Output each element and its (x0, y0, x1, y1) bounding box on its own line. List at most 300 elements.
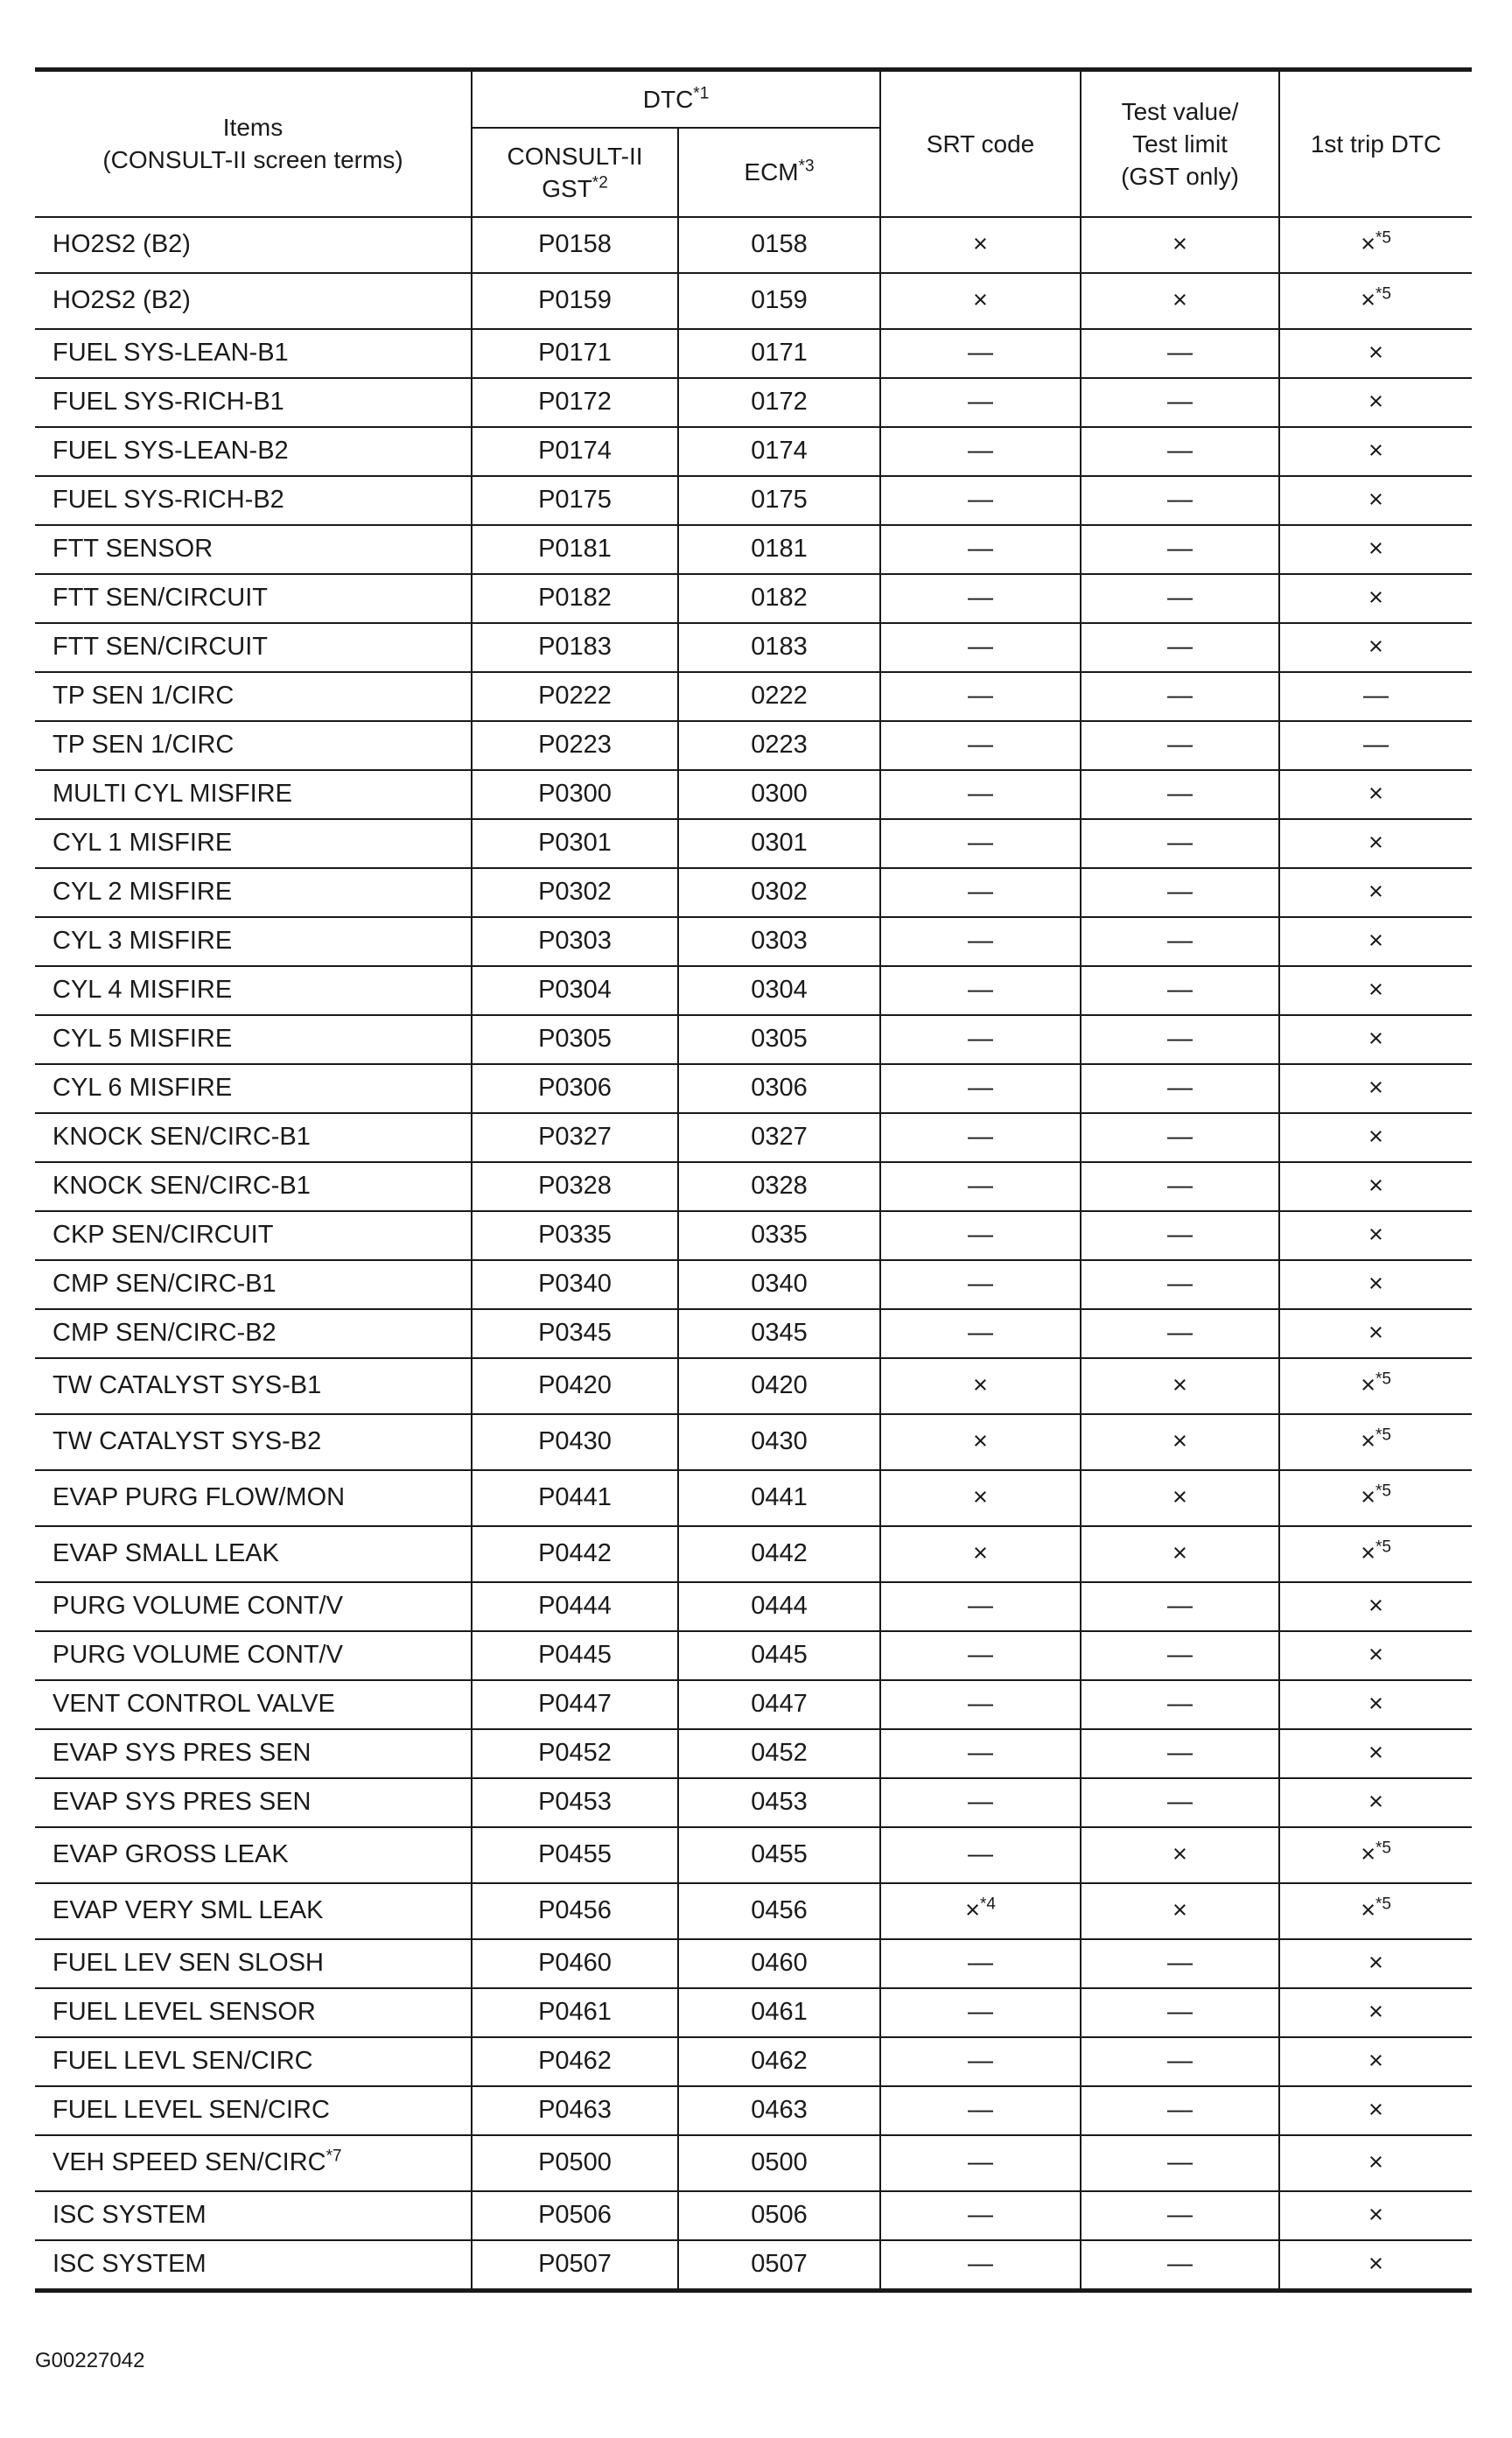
srt-cell-value: — (968, 829, 994, 857)
test-value-cell-value: × (1172, 1840, 1187, 1868)
dtc-table (35, 67, 1472, 2293)
test-value-cell (1081, 672, 1279, 721)
first-trip-cell (1279, 1729, 1472, 1778)
header-consult-gst (472, 128, 678, 217)
test-value-cell (1081, 1470, 1279, 1526)
ecm-code-cell-value: 0222 (751, 682, 808, 710)
item-cell-value: CYL 5 MISFIRE (52, 1025, 233, 1053)
ecm-code-cell (678, 1827, 880, 1883)
srt-cell (880, 1470, 1081, 1526)
test-value-cell (1081, 2191, 1279, 2240)
first-trip-cell (1279, 623, 1472, 672)
ecm-code-cell-value: 0506 (751, 2201, 808, 2229)
srt-cell-value: — (968, 2148, 994, 2176)
srt-cell (880, 1582, 1081, 1631)
gst-code-cell-value: P0172 (538, 388, 612, 416)
gst-code-cell (472, 1470, 678, 1526)
srt-cell (880, 1778, 1081, 1827)
gst-code-cell-value: P0302 (538, 878, 612, 906)
test-value-cell (1081, 273, 1279, 329)
first-trip-cell (1279, 1827, 1472, 1883)
test-value-cell (1081, 2086, 1279, 2135)
gst-code-cell (472, 1414, 678, 1470)
srt-cell (880, 819, 1081, 868)
gst-code-cell (472, 273, 678, 329)
first-trip-cell (1279, 1162, 1472, 1211)
ecm-code-cell (678, 1778, 880, 1827)
first-trip-cell (1279, 1015, 1472, 1064)
first-trip-cell-value: × (1361, 1896, 1376, 1924)
gst-code-cell (472, 1064, 678, 1113)
gst-code-cell-value: P0506 (538, 2201, 612, 2229)
first-trip-cell (1279, 1939, 1472, 1988)
test-value-cell-value: — (1167, 2148, 1194, 2176)
ecm-code-cell (678, 966, 880, 1015)
first-trip-cell-value: × (1368, 633, 1383, 661)
first-trip-cell (1279, 770, 1472, 819)
item-cell-value: CYL 6 MISFIRE (52, 1074, 233, 1102)
first-trip-cell-value: × (1368, 1592, 1383, 1620)
item-cell (35, 1939, 472, 1988)
srt-cell-value: — (968, 1840, 994, 1868)
gst-code-cell (472, 1162, 678, 1211)
test-value-cell (1081, 1526, 1279, 1582)
ecm-code-cell-value: 0500 (751, 2148, 808, 2176)
first-trip-cell-value: × (1361, 230, 1376, 258)
test-value-cell (1081, 1883, 1279, 1939)
item-cell (35, 2135, 472, 2191)
table-header (35, 70, 1472, 217)
table-row (35, 2135, 1472, 2191)
gst-code-cell (472, 1582, 678, 1631)
test-value-cell-value: — (1167, 633, 1194, 661)
gst-code-cell (472, 329, 678, 378)
srt-cell (880, 1162, 1081, 1211)
srt-cell-note: *4 (980, 1895, 996, 1914)
test-value-cell (1081, 2037, 1279, 2086)
first-trip-cell (1279, 1470, 1472, 1526)
test-value-cell-value: — (1167, 2047, 1194, 2075)
srt-cell-value: — (968, 1998, 994, 2026)
test-value-cell-value: × (1172, 230, 1187, 258)
ecm-code-cell-value: 0183 (751, 633, 808, 661)
test-value-cell (1081, 2135, 1279, 2191)
gst-code-cell-value: P0442 (538, 1539, 612, 1567)
item-cell (35, 2191, 472, 2240)
item-cell (35, 1883, 472, 1939)
srt-cell-value: — (968, 1641, 994, 1669)
header-test-value (1081, 70, 1279, 217)
table-row (35, 1526, 1472, 1582)
first-trip-cell (1279, 1582, 1472, 1631)
gst-code-cell-value: P0345 (538, 1319, 612, 1347)
table-row (35, 1827, 1472, 1883)
ecm-code-cell-value: 0305 (751, 1025, 808, 1053)
item-cell (35, 1113, 472, 1162)
srt-cell-value: × (973, 1483, 988, 1511)
header-ecm (678, 128, 880, 217)
header-test-line1: Test value/ (1121, 97, 1239, 125)
gst-code-cell-value: P0328 (538, 1172, 612, 1200)
srt-cell-value: — (968, 1739, 994, 1767)
test-value-cell-value: — (1167, 878, 1194, 906)
gst-code-cell-value: P0420 (538, 1371, 612, 1399)
test-value-cell-value: — (1167, 1739, 1194, 1767)
first-trip-cell (1279, 868, 1472, 917)
item-cell (35, 917, 472, 966)
first-trip-cell-value: × (1361, 1371, 1376, 1399)
ecm-code-cell (678, 672, 880, 721)
test-value-cell (1081, 1729, 1279, 1778)
item-cell (35, 1582, 472, 1631)
ecm-code-cell-value: 0302 (751, 878, 808, 906)
first-trip-cell (1279, 1883, 1472, 1939)
test-value-cell-value: — (1167, 486, 1194, 514)
first-trip-cell-note: *5 (1376, 1895, 1391, 1914)
gst-code-cell (472, 1309, 678, 1358)
ecm-code-cell (678, 1988, 880, 2037)
header-ecm-label: ECM (744, 158, 799, 186)
item-cell-value: TP SEN 1/CIRC (52, 682, 234, 710)
item-cell-value: KNOCK SEN/CIRC-B1 (52, 1172, 311, 1200)
ecm-code-cell-value: 0453 (751, 1788, 808, 1816)
first-trip-cell (1279, 2191, 1472, 2240)
gst-code-cell (472, 819, 678, 868)
srt-cell (880, 273, 1081, 329)
first-trip-cell-value: × (1368, 878, 1383, 906)
item-cell-value: VENT CONTROL VALVE (52, 1690, 335, 1718)
ecm-code-cell (678, 1582, 880, 1631)
table-row (35, 476, 1472, 525)
ecm-code-cell (678, 1260, 880, 1309)
ecm-code-cell-value: 0174 (751, 437, 808, 465)
srt-cell (880, 1729, 1081, 1778)
srt-cell-value: — (968, 1172, 994, 1200)
gst-code-cell-value: P0463 (538, 2096, 612, 2124)
first-trip-cell-value: × (1368, 927, 1383, 955)
ecm-code-cell-value: 0306 (751, 1074, 808, 1102)
item-cell-value: ISC SYSTEM (52, 2250, 206, 2278)
table-body (35, 217, 1472, 2291)
first-trip-cell-value: × (1368, 1221, 1383, 1249)
item-cell-value: MULTI CYL MISFIRE (52, 780, 292, 808)
first-trip-cell (1279, 2086, 1472, 2135)
srt-cell-value: × (973, 230, 988, 258)
header-items-line1: Items (222, 114, 284, 142)
test-value-cell-value: — (1167, 1592, 1194, 1620)
gst-code-cell-value: P0452 (538, 1739, 612, 1767)
test-value-cell-value: — (1167, 927, 1194, 955)
ecm-code-cell (678, 1729, 880, 1778)
first-trip-cell-value: × (1368, 1074, 1383, 1102)
test-value-cell-value: — (1167, 1172, 1194, 1200)
srt-cell-value: × (973, 1371, 988, 1399)
first-trip-cell-value: × (1368, 829, 1383, 857)
first-trip-cell-value: × (1368, 2096, 1383, 2124)
gst-code-cell-value: P0305 (538, 1025, 612, 1053)
srt-cell (880, 2135, 1081, 2191)
first-trip-cell-value: × (1368, 437, 1383, 465)
ecm-code-cell-value: 0345 (751, 1319, 808, 1347)
ecm-code-cell (678, 917, 880, 966)
item-cell (35, 427, 472, 476)
first-trip-cell (1279, 672, 1472, 721)
ecm-code-cell-value: 0159 (751, 286, 808, 314)
table-row (35, 378, 1472, 427)
srt-cell-value: — (968, 2201, 994, 2229)
srt-cell-value: — (968, 878, 994, 906)
srt-cell (880, 427, 1081, 476)
gst-code-cell-value: P0453 (538, 1788, 612, 1816)
item-cell (35, 476, 472, 525)
ecm-code-cell-value: 0181 (751, 535, 808, 563)
test-value-cell (1081, 1113, 1279, 1162)
header-test-line2: Test limit (1132, 130, 1228, 158)
first-trip-cell (1279, 1113, 1472, 1162)
table-row (35, 1162, 1472, 1211)
first-trip-cell-value: × (1361, 1427, 1376, 1455)
first-trip-cell-note: *5 (1376, 1538, 1391, 1557)
header-dtc-note: *1 (693, 84, 710, 103)
test-value-cell-value: — (1167, 1641, 1194, 1669)
gst-code-cell (472, 1680, 678, 1729)
gst-code-cell (472, 770, 678, 819)
first-trip-cell (1279, 329, 1472, 378)
gst-code-cell (472, 2240, 678, 2291)
item-cell-value: KNOCK SEN/CIRC-B1 (52, 1123, 311, 1151)
test-value-cell (1081, 770, 1279, 819)
ecm-code-cell-value: 0441 (751, 1483, 808, 1511)
first-trip-cell-value: × (1368, 976, 1383, 1004)
table-row (35, 1883, 1472, 1939)
table-row (35, 273, 1472, 329)
first-trip-cell-value: × (1368, 1949, 1383, 1977)
ecm-code-cell (678, 217, 880, 273)
item-cell-value: CMP SEN/CIRC-B1 (52, 1270, 276, 1298)
item-cell (35, 770, 472, 819)
item-cell (35, 2240, 472, 2291)
test-value-cell-value: × (1172, 1539, 1187, 1567)
ecm-code-cell (678, 1211, 880, 1260)
item-cell-note: *7 (326, 2147, 342, 2166)
ecm-code-cell (678, 378, 880, 427)
test-value-cell-value: — (1167, 437, 1194, 465)
gst-code-cell-value: P0303 (538, 927, 612, 955)
srt-cell (880, 966, 1081, 1015)
gst-code-cell (472, 525, 678, 574)
item-cell-value: VEH SPEED SEN/CIRC (52, 2148, 326, 2176)
item-cell (35, 1162, 472, 1211)
gst-code-cell (472, 1778, 678, 1827)
first-trip-cell-value: × (1368, 1998, 1383, 2026)
ecm-code-cell-value: 0463 (751, 2096, 808, 2124)
srt-cell (880, 1211, 1081, 1260)
gst-code-cell (472, 1211, 678, 1260)
table-row (35, 1470, 1472, 1526)
first-trip-cell-value: × (1361, 1539, 1376, 1567)
srt-cell-value: — (968, 1690, 994, 1718)
test-value-cell (1081, 1414, 1279, 1470)
ecm-code-cell (678, 1113, 880, 1162)
item-cell-value: CYL 4 MISFIRE (52, 976, 233, 1004)
table-row (35, 672, 1472, 721)
item-cell (35, 623, 472, 672)
ecm-code-cell (678, 2135, 880, 2191)
item-cell (35, 721, 472, 770)
gst-code-cell (472, 868, 678, 917)
test-value-cell-value: × (1172, 1896, 1187, 1924)
item-cell-value: FUEL SYS-RICH-B2 (52, 486, 284, 514)
first-trip-cell-note: *5 (1376, 1839, 1391, 1858)
gst-code-cell-value: P0304 (538, 976, 612, 1004)
item-cell-value: TW CATALYST SYS-B1 (52, 1371, 322, 1399)
srt-cell-value: — (968, 1319, 994, 1347)
srt-cell-value: — (968, 682, 994, 710)
test-value-cell-value: — (1167, 388, 1194, 416)
gst-code-cell-value: P0441 (538, 1483, 612, 1511)
gst-code-cell-value: P0461 (538, 1998, 612, 2026)
ecm-code-cell-value: 0335 (751, 1221, 808, 1249)
test-value-cell-value: — (1167, 976, 1194, 1004)
first-trip-cell (1279, 1260, 1472, 1309)
test-value-cell-value: — (1167, 584, 1194, 612)
srt-cell (880, 1414, 1081, 1470)
gst-code-cell (472, 1827, 678, 1883)
test-value-cell-value: — (1167, 1025, 1194, 1053)
first-trip-cell (1279, 1680, 1472, 1729)
srt-cell-value: — (968, 1074, 994, 1102)
test-value-cell-value: — (1167, 1788, 1194, 1816)
srt-cell (880, 574, 1081, 623)
table-row (35, 770, 1472, 819)
srt-cell (880, 2037, 1081, 2086)
first-trip-cell-value: × (1368, 2250, 1383, 2278)
srt-cell (880, 525, 1081, 574)
test-value-cell (1081, 721, 1279, 770)
first-trip-cell-value: × (1368, 486, 1383, 514)
item-cell (35, 1260, 472, 1309)
srt-cell-value: — (968, 1123, 994, 1151)
table-row (35, 2240, 1472, 2291)
first-trip-cell-value: × (1368, 1690, 1383, 1718)
test-value-cell-value: — (1167, 1074, 1194, 1102)
item-cell (35, 1729, 472, 1778)
ecm-code-cell-value: 0340 (751, 1270, 808, 1298)
item-cell-value: EVAP SYS PRES SEN (52, 1739, 312, 1767)
srt-cell-value: — (968, 535, 994, 563)
table-row (35, 819, 1472, 868)
item-cell (35, 217, 472, 273)
header-items (35, 70, 472, 217)
item-cell (35, 1064, 472, 1113)
first-trip-cell (1279, 2240, 1472, 2291)
item-cell (35, 1015, 472, 1064)
test-value-cell (1081, 819, 1279, 868)
header-ecm-note: *3 (798, 157, 815, 176)
gst-code-cell-value: P0183 (538, 633, 612, 661)
item-cell-value: HO2S2 (B2) (52, 230, 191, 258)
gst-code-cell (472, 1358, 678, 1414)
header-test-line3: (GST only) (1121, 162, 1239, 190)
gst-code-cell-value: P0223 (538, 731, 612, 759)
srt-cell-value: — (968, 486, 994, 514)
test-value-cell-value: — (1167, 2096, 1194, 2124)
first-trip-cell-note: *5 (1376, 284, 1391, 304)
test-value-cell (1081, 1358, 1279, 1414)
srt-cell (880, 1680, 1081, 1729)
first-trip-cell-value: × (1368, 584, 1383, 612)
srt-cell-value: — (968, 339, 994, 367)
first-trip-cell (1279, 1988, 1472, 2037)
ecm-code-cell (678, 1309, 880, 1358)
srt-cell-value: × (965, 1896, 980, 1924)
gst-code-cell (472, 1015, 678, 1064)
first-trip-cell (1279, 525, 1472, 574)
header-dtc-label: DTC (642, 85, 694, 113)
gst-code-cell (472, 2086, 678, 2135)
gst-code-cell (472, 427, 678, 476)
item-cell-value: FUEL LEV SEN SLOSH (52, 1949, 324, 1977)
ecm-code-cell-value: 0304 (751, 976, 808, 1004)
table-row (35, 1988, 1472, 2037)
ecm-code-cell (678, 1064, 880, 1113)
gst-code-cell-value: P0174 (538, 437, 612, 465)
first-trip-cell (1279, 378, 1472, 427)
item-cell (35, 378, 472, 427)
item-cell (35, 525, 472, 574)
gst-code-cell-value: P0158 (538, 230, 612, 258)
gst-code-cell-value: P0445 (538, 1641, 612, 1669)
item-cell (35, 1526, 472, 1582)
test-value-cell (1081, 1631, 1279, 1680)
gst-code-cell-value: P0335 (538, 1221, 612, 1249)
item-cell-value: CYL 3 MISFIRE (52, 927, 233, 955)
gst-code-cell (472, 1883, 678, 1939)
test-value-cell (1081, 476, 1279, 525)
test-value-cell-value: — (1167, 829, 1194, 857)
gst-code-cell (472, 1988, 678, 2037)
test-value-cell (1081, 1680, 1279, 1729)
gst-code-cell-value: P0171 (538, 339, 612, 367)
gst-code-cell-value: P0456 (538, 1896, 612, 1924)
gst-code-cell (472, 721, 678, 770)
item-cell (35, 672, 472, 721)
srt-cell-value: — (968, 2047, 994, 2075)
gst-code-cell-value: P0222 (538, 682, 612, 710)
item-cell (35, 1988, 472, 2037)
srt-cell (880, 1064, 1081, 1113)
srt-cell (880, 1015, 1081, 1064)
table-row (35, 1015, 1472, 1064)
ecm-code-cell-value: 0327 (751, 1123, 808, 1151)
gst-code-cell-value: P0182 (538, 584, 612, 612)
gst-code-cell-value: P0447 (538, 1690, 612, 1718)
item-cell (35, 1827, 472, 1883)
srt-cell-value: — (968, 2096, 994, 2124)
ecm-code-cell (678, 1631, 880, 1680)
item-cell-value: EVAP GROSS LEAK (52, 1840, 289, 1868)
ecm-code-cell-value: 0447 (751, 1690, 808, 1718)
first-trip-cell (1279, 966, 1472, 1015)
first-trip-cell (1279, 1211, 1472, 1260)
gst-code-cell (472, 1939, 678, 1988)
ecm-code-cell (678, 525, 880, 574)
srt-cell (880, 378, 1081, 427)
srt-cell (880, 721, 1081, 770)
item-cell (35, 1778, 472, 1827)
first-trip-cell-value: — (1363, 682, 1390, 710)
test-value-cell (1081, 1582, 1279, 1631)
